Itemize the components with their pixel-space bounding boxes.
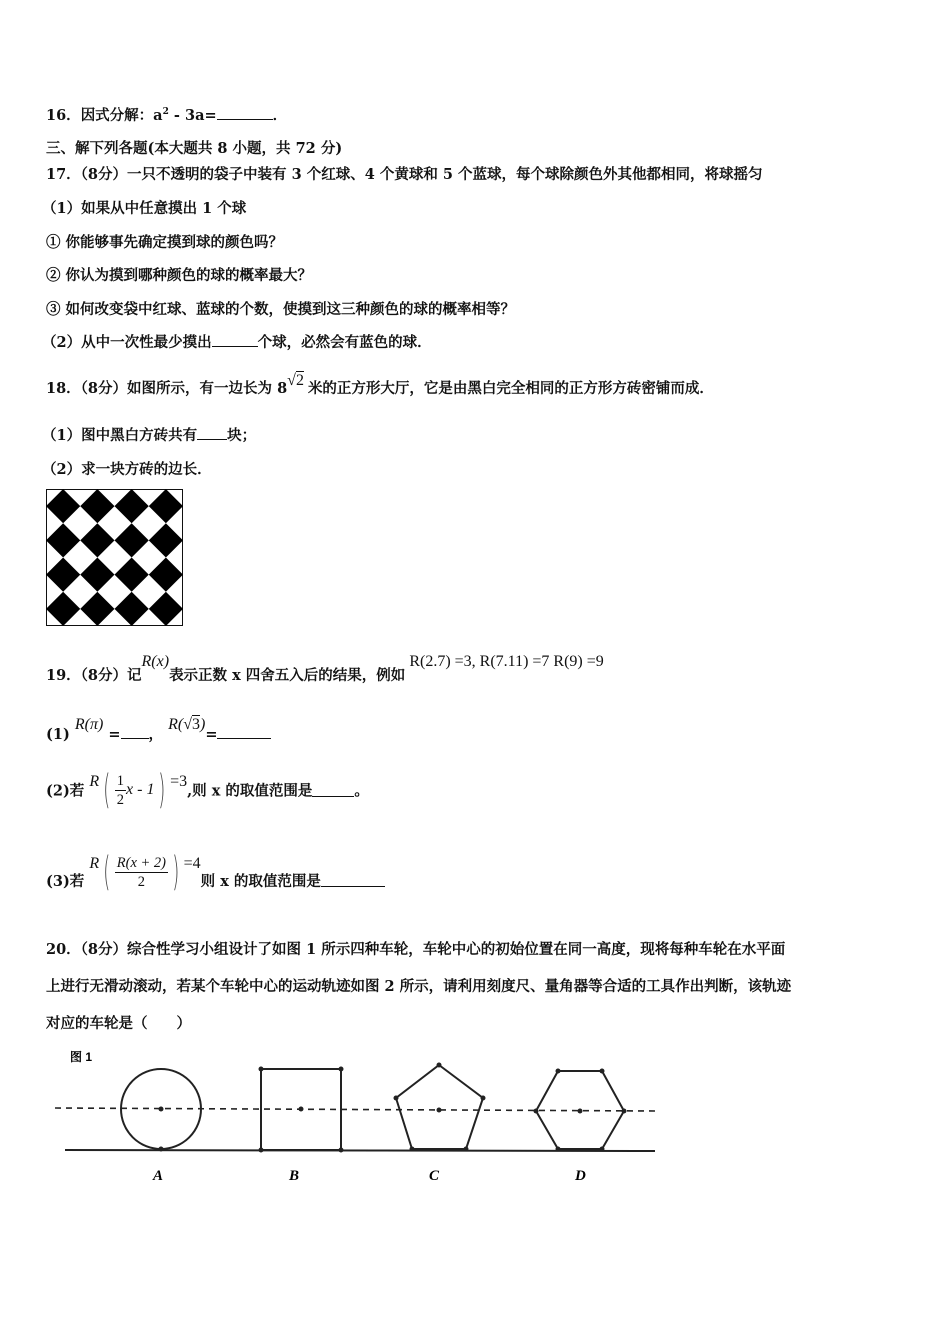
q20-line1: 20．（8分）综合性学习小组设计了如图 1 所示四种车轮，车轮中心的初始位置在同一高度，现将每种车轮在水平面 xyxy=(46,941,786,958)
square-vertex-dot xyxy=(259,1148,264,1153)
q19-p3-fraction xyxy=(115,854,168,891)
hexagon-vertex-dot xyxy=(534,1109,539,1114)
q19-p2-den: 2 xyxy=(116,791,125,808)
q19-p2-R: R xyxy=(89,773,100,790)
q17-stem: 17．（8分）一只不透明的袋子中装有 3 个红球、4 个黄球和 5 个蓝球，每个球除颜色外其他都相同，将球摇匀 xyxy=(46,166,763,183)
q19-p3-den: 2 xyxy=(137,873,146,890)
hexagon-vertex-dot xyxy=(556,1069,561,1074)
q18-part1-a: （1）图中黑白方砖共有 xyxy=(42,427,198,444)
wheels-figure xyxy=(50,1045,660,1195)
q17-part2-text-b: 个球，必然会有蓝色的球． xyxy=(257,334,432,351)
q19-p2-blank[interactable] xyxy=(312,784,354,797)
q16-suffix: ． xyxy=(272,107,288,124)
q16-exponent: 2 xyxy=(162,107,169,117)
circle-contact-dot xyxy=(159,1147,164,1152)
q16-answer-blank[interactable] xyxy=(217,107,273,120)
q19-p1-blank1[interactable] xyxy=(121,726,149,739)
figure-title: 图 1 xyxy=(70,1050,93,1064)
q18-answer-blank[interactable] xyxy=(197,427,227,440)
hexagon-center-dot xyxy=(578,1109,583,1114)
wheel-circle xyxy=(121,1069,201,1152)
q19-p2-label: (2)若 xyxy=(46,782,85,800)
right-paren: ) xyxy=(158,767,166,813)
label-D: D xyxy=(575,1168,586,1184)
ground-line xyxy=(65,1150,655,1151)
hexagon-vertex-dot xyxy=(600,1069,605,1074)
q19-func: R(x) xyxy=(141,653,170,670)
q18-part2: （2）求一块方砖的边长． xyxy=(42,461,212,478)
q19-p2-eq: =3 xyxy=(170,773,188,790)
wheel-pentagon xyxy=(394,1063,486,1152)
center-dashed-line xyxy=(55,1108,655,1111)
q19-stem xyxy=(46,650,604,690)
q19-p1-comma: ， xyxy=(148,726,164,743)
q18-part1-b: 块； xyxy=(227,427,257,444)
q19-part2 xyxy=(46,767,369,818)
square-center-dot xyxy=(299,1107,304,1112)
q20-line3: 对应的车轮是（ ） xyxy=(46,1015,191,1032)
label-C: C xyxy=(429,1168,440,1184)
hexagon-vertex-dot xyxy=(622,1109,627,1114)
q17-sub2: ② 你认为摸到哪种颜色的球的概率最大？ xyxy=(46,267,313,284)
sqrt-symbol: √ xyxy=(287,372,296,389)
left-paren-3: ( xyxy=(103,849,111,895)
pentagon-vertex-dot xyxy=(437,1063,442,1068)
label-B: B xyxy=(289,1168,300,1184)
q19-p1-expr2-a: R( xyxy=(168,716,184,733)
square-vertex-dot xyxy=(339,1067,344,1072)
q19-p2-tail-b: 。 xyxy=(354,782,369,800)
q19-p2-fraction xyxy=(115,772,126,809)
q19-example: R(2.7) =3, R(7.11) =7 R(9) =9 xyxy=(409,653,604,670)
q19-p3-R: R xyxy=(89,855,100,872)
q19-p3-tail: 则 x 的取值范围是 xyxy=(200,872,321,890)
q19-part3 xyxy=(46,849,385,904)
pentagon-vertex-dot xyxy=(410,1147,415,1152)
q19-p3-blank[interactable] xyxy=(321,874,385,887)
q17-sub1: ① 你能够事先确定摸到球的颜色吗？ xyxy=(46,234,284,251)
q16-middle: - 3a= xyxy=(168,107,217,124)
q17-sub3: ③ 如何改变袋中红球、蓝球的个数，使摸到这三种颜色的球的概率相等？ xyxy=(46,301,516,318)
q19-stem-b: 表示正数 x 四舍五入后的结果，例如 xyxy=(169,667,406,684)
q18-stem-b: 米的正方形大厅，它是由黑白完全相同的正方形方砖密铺而成． xyxy=(307,380,714,397)
left-paren: ( xyxy=(103,767,111,813)
q18-stem xyxy=(46,372,714,398)
q16-prefix: 因式分解：a xyxy=(80,107,163,124)
section-3-title: 三、解下列各题(本大题共 8 小题，共 72 分) xyxy=(46,140,343,157)
q18-part1 xyxy=(42,424,256,445)
pentagon-vertex-dot xyxy=(464,1147,469,1152)
hexagon-vertex-dot xyxy=(600,1147,605,1152)
pentagon-vertex-dot xyxy=(481,1096,486,1101)
wheel-hexagon xyxy=(534,1069,627,1152)
pentagon-vertex-dot xyxy=(394,1096,399,1101)
checkered-tile-figure xyxy=(46,489,183,626)
sqrt-symbol-2: √ xyxy=(183,716,192,733)
q19-p1-label: (1) xyxy=(46,726,70,743)
q19-stem-a: 19．（8分）记 xyxy=(46,667,142,684)
question-16 xyxy=(46,104,287,125)
q20-line2: 上进行无滑动滚动，若某个车轮中心的运动轨迹如图 2 所示，请利用刻度尺、量角器等合适的工具作出判断，该轨迹 xyxy=(46,978,792,995)
q17-part1: （1）如果从中任意摸出 1 个球 xyxy=(42,200,247,217)
q17-answer-blank[interactable] xyxy=(212,334,258,347)
q19-p1-eq2: = xyxy=(205,726,218,743)
square-vertex-dot xyxy=(339,1148,344,1153)
q17-part2-text-a: （2）从中一次性最少摸出 xyxy=(42,334,212,351)
hexagon-vertex-dot xyxy=(556,1147,561,1152)
q19-p2-num: 1 xyxy=(116,772,125,789)
label-A: A xyxy=(153,1168,164,1184)
q18-sqrt-arg: 2 xyxy=(295,372,304,389)
square-vertex-dot xyxy=(259,1067,264,1072)
pentagon-center-dot xyxy=(437,1108,442,1113)
q19-part1 xyxy=(46,713,271,743)
q18-stem-a: 18．（8分）如图所示，有一边长为 8 xyxy=(46,380,288,397)
q19-p3-label: (3)若 xyxy=(46,872,85,890)
q19-p1-root: 3 xyxy=(192,716,200,733)
pentagon-wheel-shape xyxy=(396,1065,483,1149)
q19-p1-eq1: = xyxy=(108,726,121,743)
q19-p1-expr2-b: ) xyxy=(200,716,206,733)
q19-p1-blank2[interactable] xyxy=(217,726,271,739)
q16-number: 16． xyxy=(46,107,81,124)
right-paren-3: ) xyxy=(172,849,180,895)
q17-part2 xyxy=(42,331,432,352)
circle-center-dot xyxy=(159,1107,164,1112)
q19-p2-tail-a: ,则 x 的取值范围是 xyxy=(187,782,313,800)
q19-p3-eq: =4 xyxy=(183,855,201,872)
q19-p1-expr1: R(π) xyxy=(74,716,104,733)
q19-p3-num: R(x + 2) xyxy=(116,854,167,871)
q19-p2-rest: x - 1 xyxy=(126,781,155,798)
